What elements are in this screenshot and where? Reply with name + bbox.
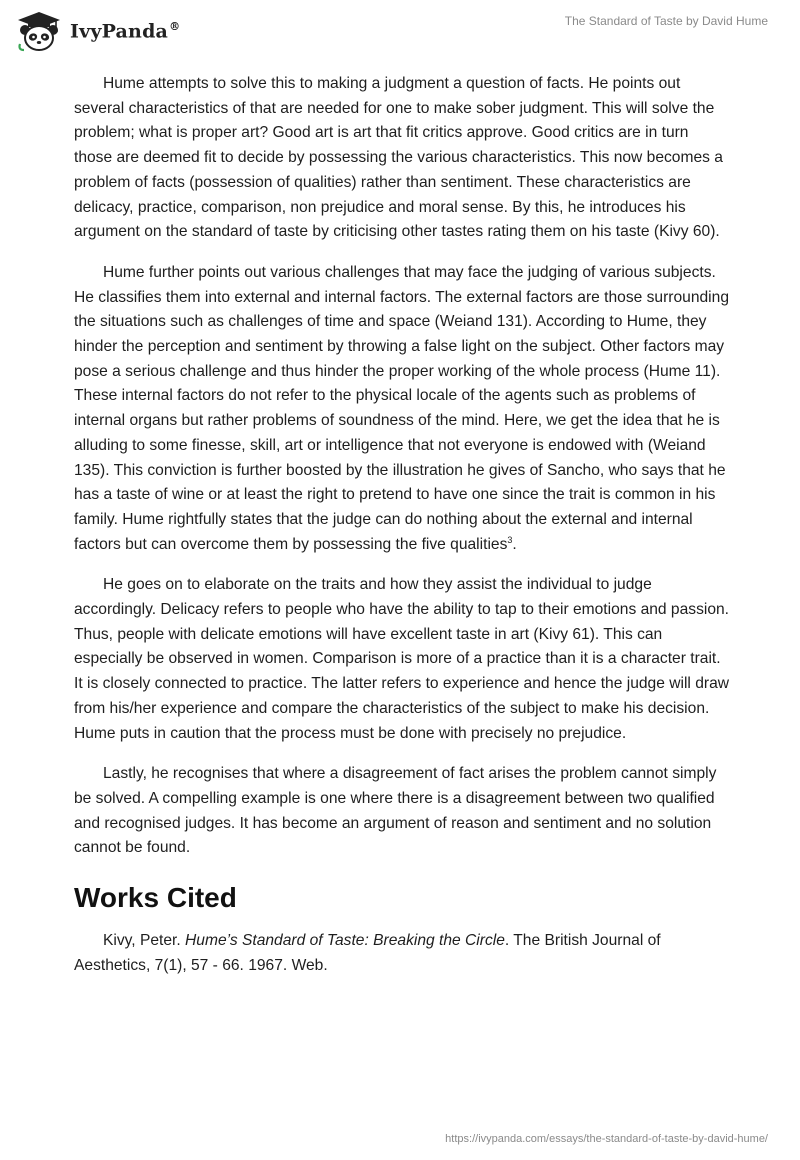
page-header <box>0 0 800 64</box>
paragraph-2-text: Hume further points out various challenges that may face the judging of various subjects. He classifies them into external and internal factors. The external factors are those surrounding the situations such as challenges of time and space (Weiand 131). According to Hume, they hinder the perception and sentiment by throwing a false light on the subject. Other factors may pose a serious challenge and thus hinder the proper working of the whole process (Hume 11). These internal factors do not refer to the physical locale of the agents such as problems of internal organs but rather problems of soundness of the mind. Here, we get the idea that he is alluding to some finesse, skill, art or intelligence that not everyone is endowed with (Weiand 135). This conviction is further boosted by the illustration he gives of Sancho, who says that he has a taste of wine or at least the right to pretend to have one since the trait is common in his family. Hume rightfully states that the judge can do nothing about the external and internal factors but can overcome them by possessing the five qualities <box>74 263 729 553</box>
paragraph-4: Lastly, he recognises that where a disagreement of fact arises the problem cannot simply be solved. A compelling example is one where there is a disagreement between two qualified and recognised judges. It has become an argument of reason and sentiment and no solution cannot be found. <box>74 765 717 857</box>
brand-logo[interactable] <box>14 10 180 52</box>
panda-graduate-icon <box>14 10 64 52</box>
citation-details: . The British Journal of Aesthetics, 7(1), 57 - 66. 1967. Web. <box>74 932 661 974</box>
brand-name: IvyPanda® <box>70 19 181 43</box>
essay-body <box>74 72 730 995</box>
source-url[interactable]: https://ivypanda.com/essays/the-standard-of-taste-by-david-hume/ <box>445 1133 768 1145</box>
brand-registered-mark: ® <box>169 19 181 33</box>
paragraph-2-end: . <box>512 535 517 553</box>
document-title: The Standard of Taste by David Hume <box>564 14 768 28</box>
citation-author: Kivy, Peter. <box>103 932 186 950</box>
paragraph-1: Hume attempts to solve this to making a judgment a question of facts. He points out several characteristics of that are needed for one to make sober judgment. This will solve the problem; what is proper art? Good art is art that fit critics approve. Good critics are in turn those are deemed fit to decide by possessing the various characteristics. This now becomes a problem of facts (possession of qualities) rather than sentiment. These characteristics are delicacy, practice, comparison, non prejudice and moral sense. By this, he introduces his argument on the standard of taste by criticising other tastes rating them on his taste (Kivy 60). <box>74 75 723 241</box>
paragraph-3: He goes on to elaborate on the traits and how they assist the individual to judge accordingly. Delicacy refers to people who have the ability to tap to their emotions and passion. Thus, people with delicate emotions will have excellent taste in art (Kivy 61). This can especially be observed in women. Comparison is more of a practice than it is a character trait. It is closely connected to practice. The latter refers to experience and hence the judge will draw from his/her experience and compare the characteristics of the subject to make his decision. Hume puts in caution that the process must be done with precisely no prejudice. <box>74 576 730 742</box>
works-cited-heading: Works Cited <box>74 882 237 914</box>
paragraph-2 <box>74 261 730 557</box>
footnote-marker[interactable]: 3 <box>507 534 513 545</box>
citation-entry <box>74 929 730 978</box>
citation-title: Hume’s Standard of Taste: Breaking the Circle <box>185 932 505 950</box>
